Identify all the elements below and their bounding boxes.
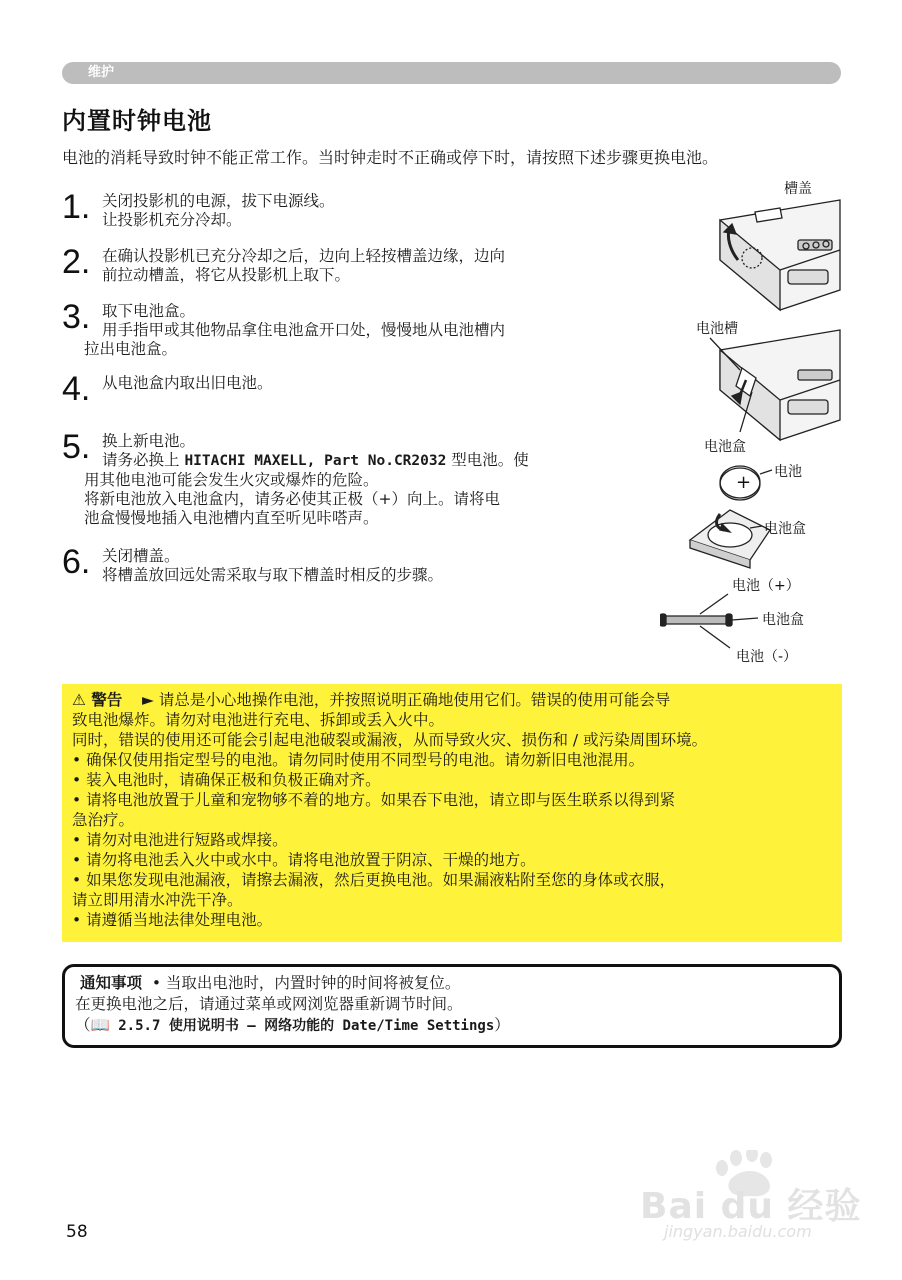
step-line: 将槽盖放回远处需采取与取下槽盖时相反的步骤。 <box>102 566 444 584</box>
warning-text: 同时，错误的使用还可能会引起电池破裂或漏液，从而导致火灾、损伤和 / 或污染周围环境。 <box>72 731 708 749</box>
notice-text: • 当取出电池时，内置时钟的时间将被复位。 <box>151 974 461 992</box>
ref-paren-open: （ <box>75 1016 91 1034</box>
step-line: 关闭槽盖。 <box>102 547 180 565</box>
warning-bullet: • 装入电池时，请确保正极和负极正确对齐。 <box>72 771 381 789</box>
section-header-bar <box>62 62 841 84</box>
battery-replacement-illustration <box>660 170 850 680</box>
label-battery-plus: 电池（+） <box>732 578 800 594</box>
warning-text: ► 请总是小心地操作电池，并按照说明正确地使用它们。错误的使用可能会导 <box>142 691 671 709</box>
step-line: 用其他电池可能会发生火灾或爆炸的危险。 <box>84 471 379 489</box>
warning-title: ⚠ 警告 <box>72 691 123 709</box>
notice-first-line <box>75 973 829 994</box>
ref-paren-close: ） <box>494 1016 510 1034</box>
step-line: 从电池盒内取出旧电池。 <box>102 374 273 392</box>
label-battery-holder: 电池盒 <box>764 521 806 537</box>
step-text <box>102 192 632 230</box>
step-4 <box>62 372 622 406</box>
warning-box <box>62 684 842 942</box>
label-slot-cover: 槽盖 <box>784 181 812 197</box>
step-line: 将新电池放入电池盒内，请务必使其正极（+）向上。请将电 <box>84 490 500 508</box>
battery-cross-section <box>660 594 758 648</box>
step-line: 取下电池盒。 <box>102 302 196 320</box>
warning-text: 致电池爆炸。请勿对电池进行充电、拆卸或丢入火中。 <box>72 711 445 729</box>
notice-title: 通知事项 <box>79 974 142 992</box>
step-line <box>102 451 632 471</box>
step-number: 2. <box>62 243 91 281</box>
label-battery: 电池 <box>774 464 802 480</box>
battery-and-holder <box>690 466 772 568</box>
section-label: 维护 <box>88 65 115 80</box>
battery-plus-mark: + <box>736 472 752 493</box>
step-text <box>102 247 632 285</box>
step-line: 池盒慢慢地插入电池槽内直至听见咔嗒声。 <box>84 509 379 527</box>
step-1 <box>62 190 622 240</box>
step-2 <box>62 245 622 295</box>
step-text-part: 请务必换上 <box>102 451 185 469</box>
page-number: 58 <box>66 1222 88 1242</box>
reference-link[interactable]: 2.5.7 使用说明书 – 网络功能的 Date/Time Settings <box>109 1018 495 1034</box>
notice-reference <box>75 1015 829 1037</box>
step-6 <box>62 545 622 595</box>
watermark-url: jingyan.baidu.com <box>664 1222 812 1241</box>
projector-drawings <box>660 170 850 680</box>
label-battery-holder: 电池盒 <box>704 439 746 455</box>
baidu-watermark <box>640 1150 862 1250</box>
warning-text: 请立即用清水冲洗干净。 <box>72 891 243 909</box>
step-text <box>102 374 632 393</box>
label-battery-holder: 电池盒 <box>762 612 804 628</box>
warning-bullet: • 请勿将电池丢入火中或水中。请将电池放置于阴凉、干燥的地方。 <box>72 851 536 869</box>
step-number: 5. <box>62 428 91 466</box>
book-icon: 📖 <box>90 1016 110 1034</box>
warning-bullet: • 请勿对电池进行短路或焊接。 <box>72 831 288 849</box>
warning-bullet: • 确保仅使用指定型号的电池。请勿同时使用不同型号的电池。请勿新旧电池混用。 <box>72 751 645 769</box>
step-line: 让投影机充分冷却。 <box>102 211 242 229</box>
step-5 <box>62 430 622 530</box>
step-text <box>84 432 632 528</box>
step-text <box>84 302 632 359</box>
label-battery-slot: 电池槽 <box>696 321 738 337</box>
step-number: 4. <box>62 370 91 408</box>
warning-text: 急治疗。 <box>72 811 135 829</box>
projector-with-slot-cover <box>720 200 840 310</box>
step-text <box>102 547 632 585</box>
step-line: 在确认投影机已充分冷却之后，边向上轻按槽盖边缘，边向 <box>102 247 506 265</box>
notice-text: 在更换电池之后，请通过菜单或网浏览器重新调节时间。 <box>75 995 463 1013</box>
projector-with-battery-slot <box>710 330 840 440</box>
step-text-part: 型电池。使 <box>446 451 529 469</box>
step-line: 换上新电池。 <box>102 432 196 450</box>
warning-bullet: • 请将电池放置于儿童和宠物够不着的地方。如果吞下电池，请立即与医生联系以得到紧 <box>72 791 676 809</box>
step-number: 1. <box>62 188 91 226</box>
watermark-brand: Bai du 经验 <box>640 1186 862 1227</box>
notice-box <box>62 964 842 1048</box>
step-line: 关闭投影机的电源，拔下电源线。 <box>102 192 335 210</box>
page-title: 内置时钟电池 <box>62 107 212 135</box>
warning-bullet: • 如果您发现电池漏液，请擦去漏液，然后更换电池。如果漏液粘附至您的身体或衣服， <box>72 871 676 889</box>
battery-part-number: HITACHI MAXELL, Part No.CR2032 <box>184 453 447 469</box>
warning-first-line <box>72 690 832 710</box>
step-line: 拉出电池盒。 <box>84 340 178 358</box>
step-number: 3. <box>62 298 91 336</box>
warning-bullet: • 请遵循当地法律处理电池。 <box>72 911 273 929</box>
step-line: 前拉动槽盖，将它从投影机上取下。 <box>102 266 351 284</box>
step-number: 6. <box>62 543 91 581</box>
step-3 <box>62 300 622 364</box>
step-line: 用手指甲或其他物品拿住电池盒开口处，慢慢地从电池槽内 <box>102 321 506 339</box>
label-battery-minus: 电池（-） <box>736 649 798 665</box>
intro-paragraph: 电池的消耗导致时钟不能正常工作。当时钟走时不正确或停下时，请按照下述步骤更换电池。 <box>62 148 719 167</box>
